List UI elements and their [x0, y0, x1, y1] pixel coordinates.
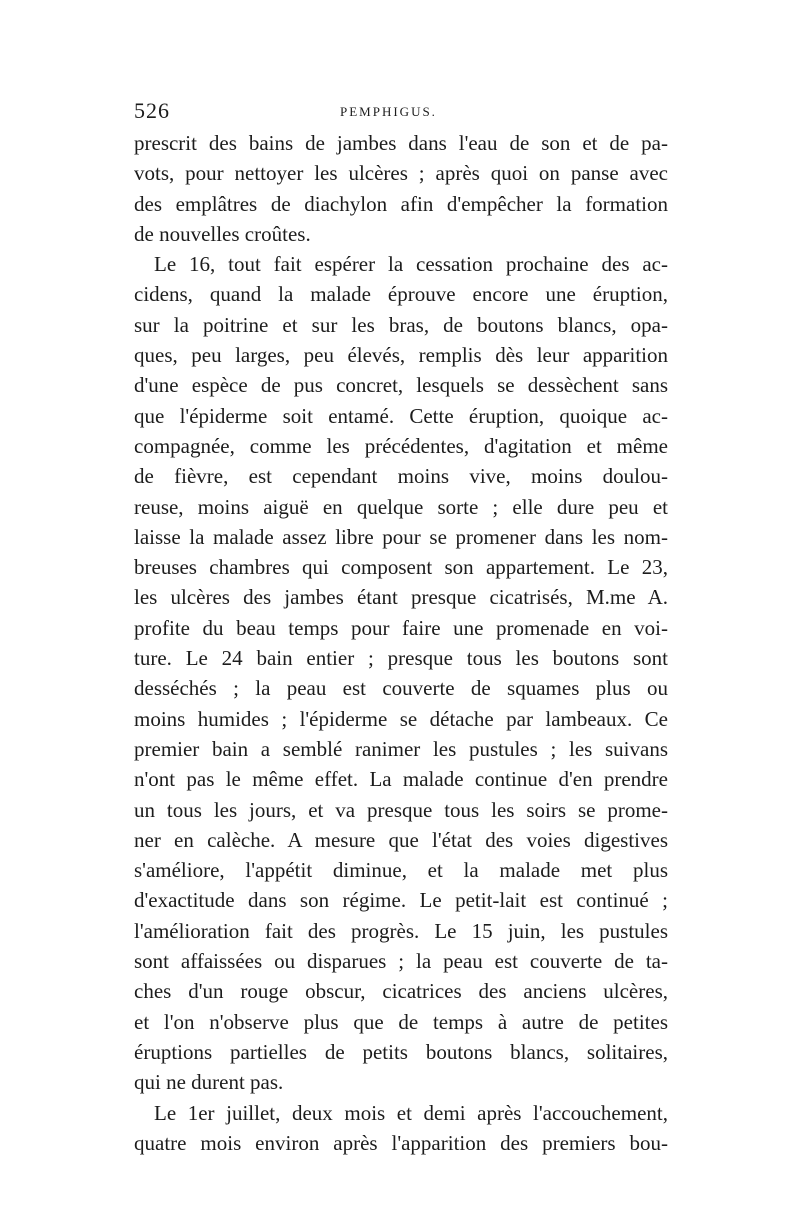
text-line: ches d'un rouge obscur, cicatrices des anciens ulcères, [134, 979, 668, 1004]
body-text [134, 128, 668, 1158]
text-line: n'ont pas le même effet. La malade continue d'en prendre [134, 767, 668, 792]
text-line: l'amélioration fait des progrès. Le 15 juin, les pustules [134, 918, 668, 943]
text-line: un tous les jours, et va presque tous les soirs se prome- [134, 797, 668, 822]
text-line: sur la poitrine et sur les bras, de boutons blancs, opa- [134, 312, 668, 337]
text-line: ques, peu larges, peu élevés, remplis dès leur apparition [134, 343, 668, 368]
text-line: s'améliore, l'appétit diminue, et la malade met plus [134, 858, 668, 883]
text-line: breuses chambres qui composent son appartement. Le 23, [134, 555, 668, 580]
text-line: prescrit des bains de jambes dans l'eau de son et de pa- [134, 131, 668, 155]
text-line: d'exactitude dans son régime. Le petit-lait est continué ; [134, 888, 668, 913]
running-title: PEMPHIGUS. [340, 104, 437, 119]
text-line: d'une espèce de pus concret, lesquels se dessèchent sans [134, 373, 668, 398]
text-line: cidens, quand la malade éprouve encore une éruption, [134, 282, 668, 307]
text-line: des emplâtres de diachylon afin d'empêcher la formation [134, 191, 668, 216]
text-line: ner en calèche. A mesure que l'état des voies digestives [134, 827, 668, 852]
text-line: et l'on n'observe plus que de temps à autre de petites [134, 1009, 668, 1034]
text-line: desséchés ; la peau est couverte de squames plus ou [134, 676, 668, 701]
text-line: de fièvre, est cependant moins vive, moins doulou- [134, 464, 668, 489]
text-line: vots, pour nettoyer les ulcères ; après quoi on panse avec [134, 161, 668, 186]
text-line: éruptions partielles de petits boutons blancs, solitaires, [134, 1039, 668, 1064]
text-line: moins humides ; l'épiderme se détache par lambeaux. Ce [134, 706, 668, 731]
text-line: ture. Le 24 bain entier ; presque tous les boutons sont [134, 646, 668, 671]
text-line: premier bain a semblé ranimer les pustules ; les suivans [134, 736, 668, 761]
text-line: les ulcères des jambes étant presque cicatrisés, M.me A. [134, 585, 668, 610]
text-line: profite du beau temps pour faire une promenade en voi- [134, 615, 668, 640]
text-line: que l'épiderme soit entamé. Cette éruption, quoique ac- [134, 403, 668, 428]
text-line: quatre mois environ après l'apparition des premiers bou- [134, 1130, 668, 1155]
running-head [134, 98, 668, 124]
text-line: Le 16, tout fait espérer la cessation prochaine des ac- [154, 252, 668, 277]
text-line: Le 1er juillet, deux mois et demi après l'accouchement, [154, 1100, 668, 1125]
text-line: laisse la malade assez libre pour se promener dans les nom- [134, 524, 668, 549]
text-line: qui ne durent pas. [134, 1070, 284, 1095]
text-line: de nouvelles croûtes. [134, 221, 311, 246]
page-number: 526 [134, 98, 170, 123]
text-line: sont affaissées ou disparues ; la peau est couverte de ta- [134, 949, 668, 974]
text-line: compagnée, comme les précédentes, d'agitation et même [134, 433, 668, 458]
text-line: reuse, moins aiguë en quelque sorte ; elle dure peu et [134, 494, 668, 519]
